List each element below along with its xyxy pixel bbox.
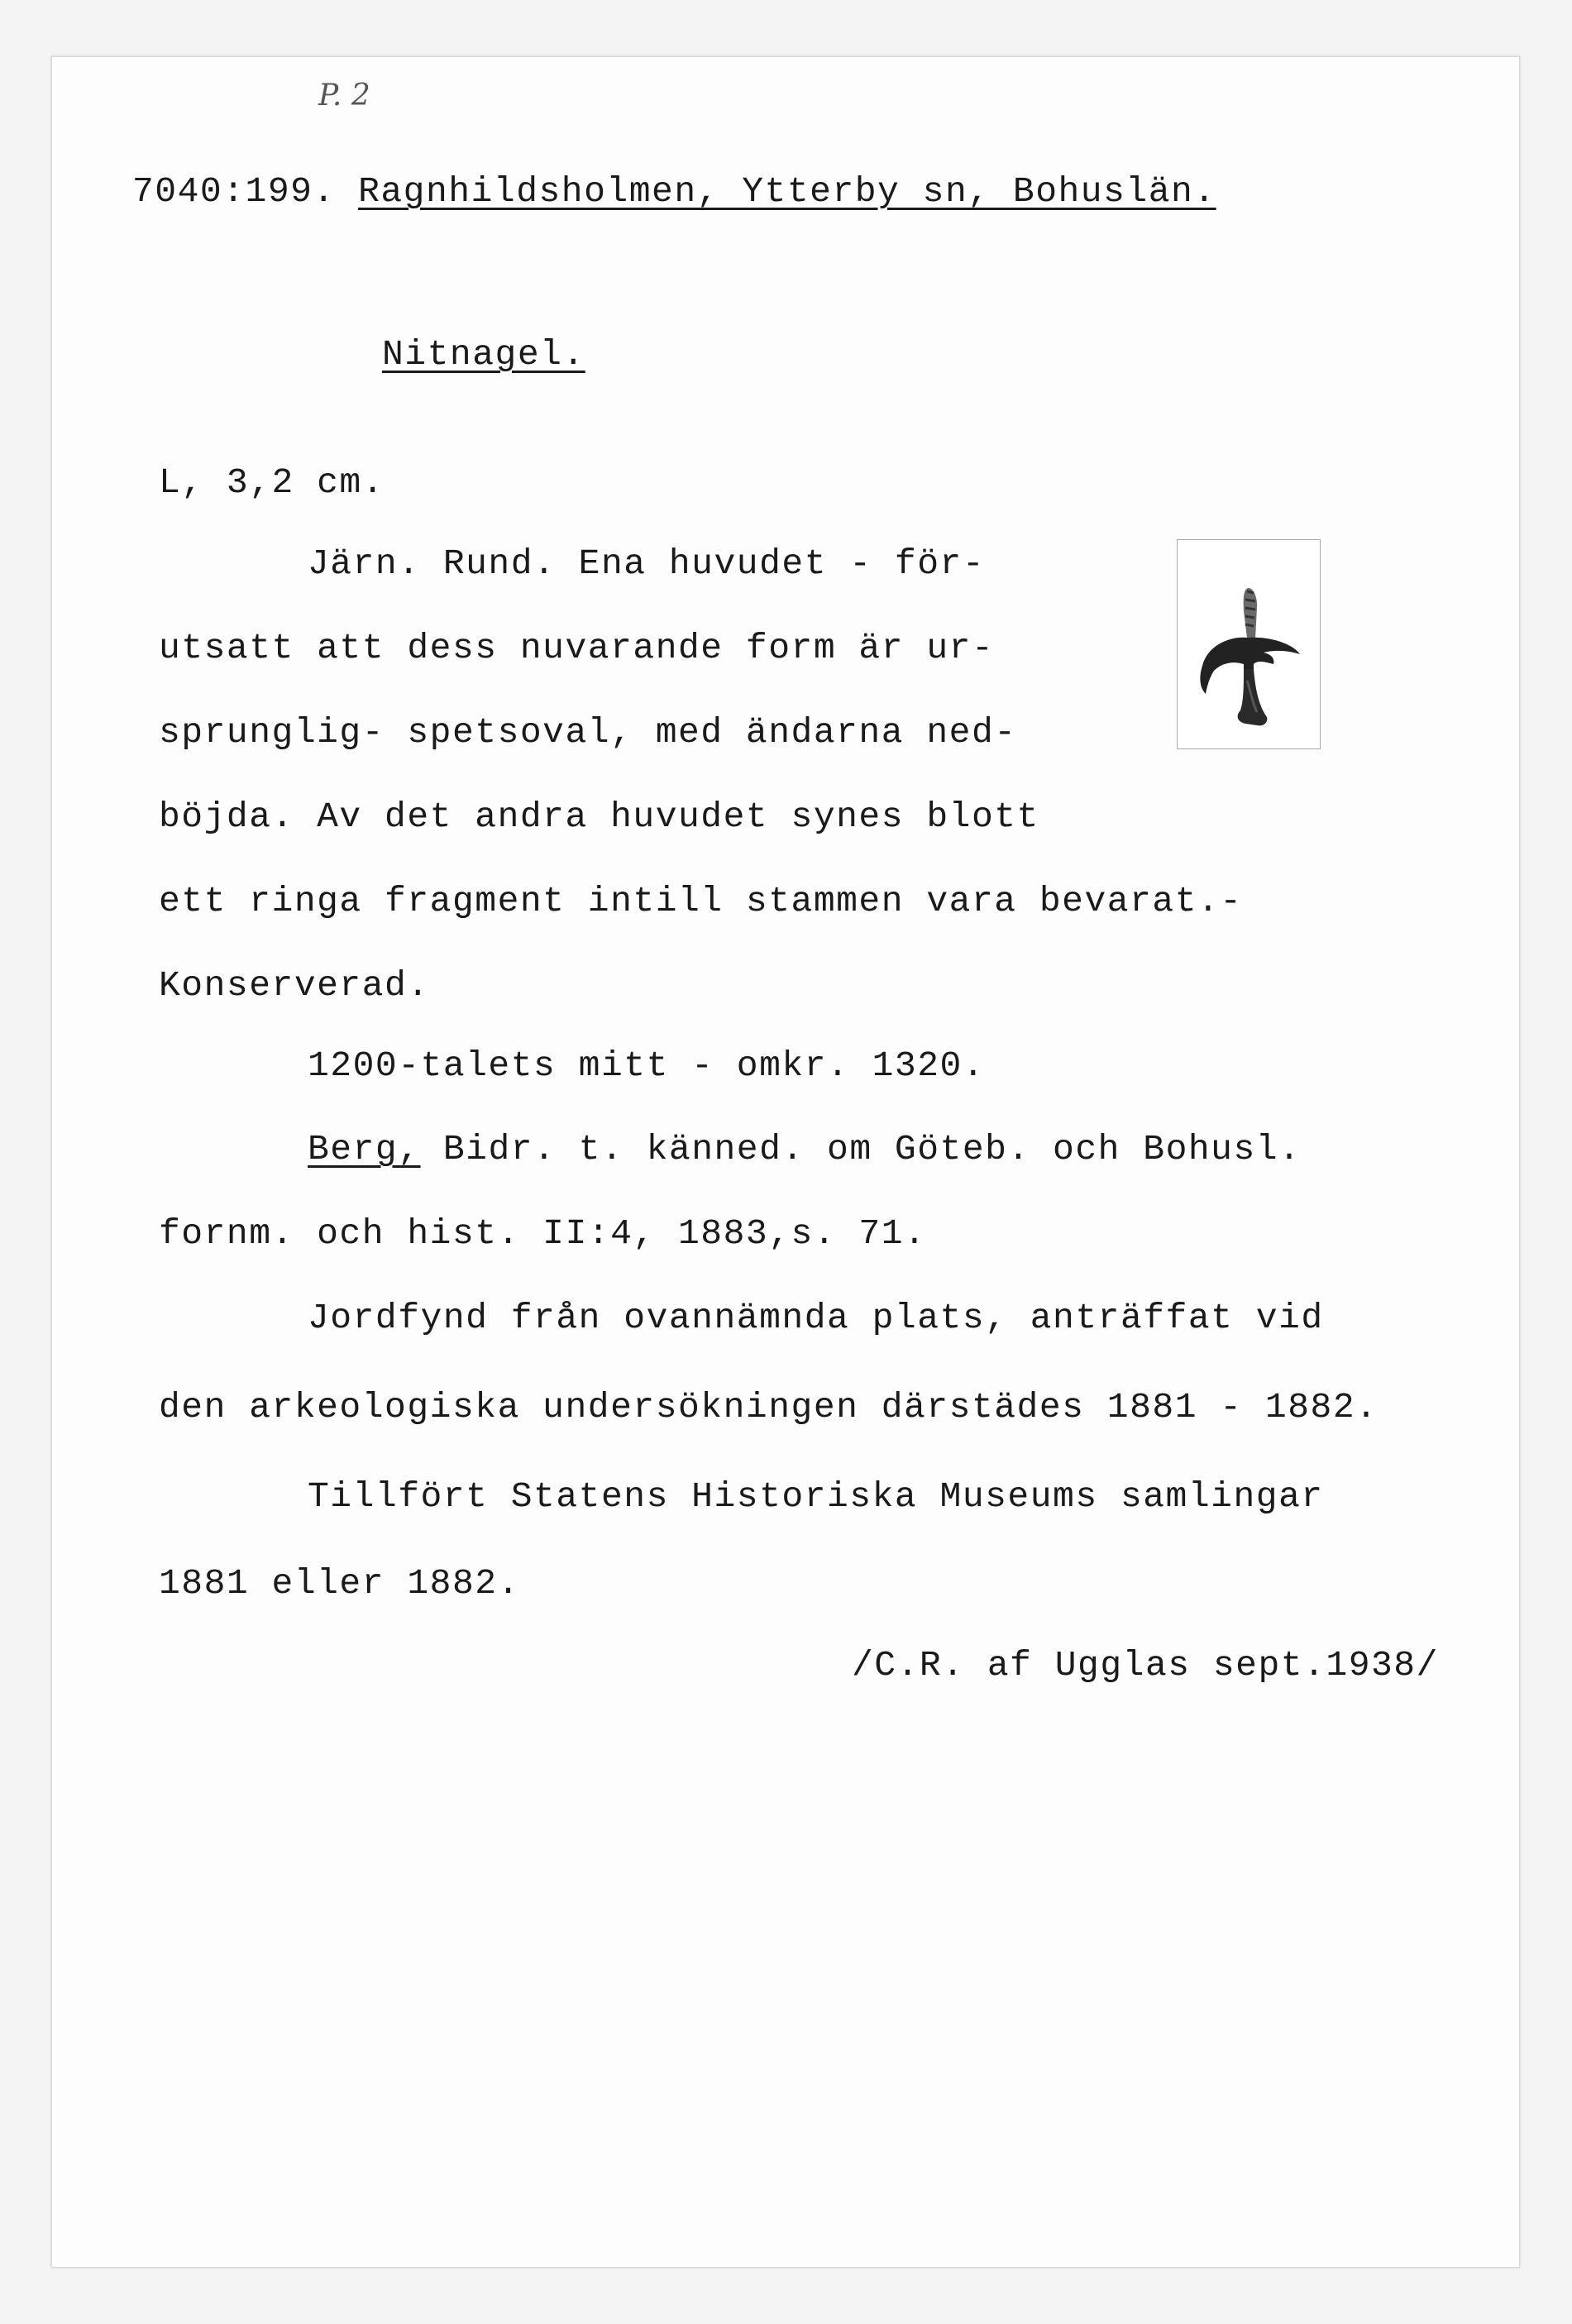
catalog-number: 7040:199.: [132, 171, 336, 212]
reference-line-2: fornm. och hist. II:4, 1883,s. 71.: [159, 1213, 927, 1254]
reference-author: Berg,: [308, 1129, 421, 1169]
artifact-photo: [1177, 539, 1321, 749]
acquisition-line-2: 1881 eller 1882.: [159, 1563, 520, 1604]
reference-line-1: [308, 1131, 1301, 1167]
description-line-1: Järn. Rund. Ena huvudet - för-: [308, 543, 986, 584]
acquisition-line-1: Tillfört Statens Historiska Museums samlingar: [308, 1476, 1324, 1517]
description-line-4: böjda. Av det andra huvudet synes blott: [159, 796, 1039, 837]
object-title: Nitnagel.: [382, 334, 585, 375]
find-line-1: Jordfynd från ovannämnda plats, anträffat vid: [308, 1298, 1324, 1338]
pencil-page-mark: P. 2: [318, 79, 370, 112]
find-location: Ragnhildsholmen, Ytterby sn, Bohuslän.: [358, 171, 1216, 212]
description-line-5: ett ringa fragment intill stammen vara bevarat.-: [159, 881, 1243, 921]
signature: /C.R. af Ugglas sept.1938/: [852, 1645, 1439, 1686]
find-line-2: den arkeologiska undersökningen därstädes 1881 - 1882.: [159, 1387, 1378, 1427]
catalog-header: [132, 171, 1216, 212]
reference-title: Bidr. t. känned. om Göteb. och Bohusl.: [442, 1129, 1302, 1169]
dating: 1200-talets mitt - omkr. 1320.: [308, 1045, 986, 1086]
dimensions: L, 3,2 cm.: [159, 462, 385, 503]
description-line-6: Konserverad.: [159, 965, 430, 1006]
description-line-2: utsatt att dess nuvarande form är ur-: [159, 628, 995, 668]
rivet-image: [1178, 540, 1320, 748]
description-line-3: sprunglig- spetsoval, med ändarna ned-: [159, 712, 1017, 753]
